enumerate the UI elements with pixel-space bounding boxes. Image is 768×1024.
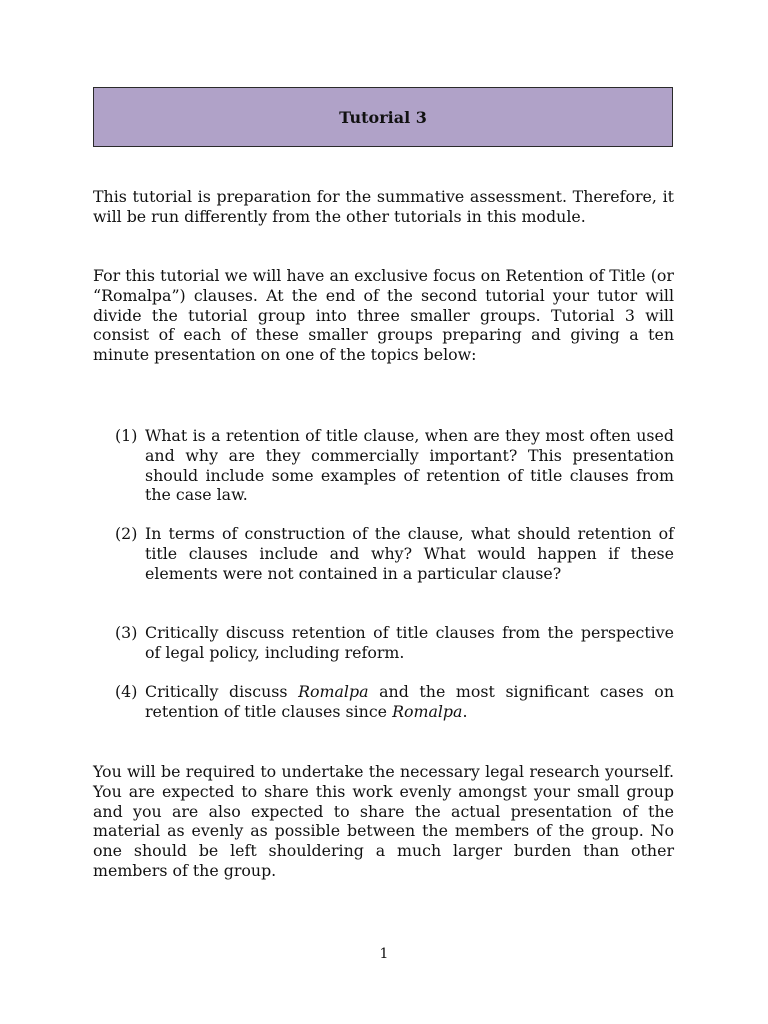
topic-text-after: . <box>462 701 468 721</box>
topic-text-before: Critically discuss <box>145 682 299 701</box>
topic-number: (2) <box>115 524 138 543</box>
topic-number: (3) <box>115 623 138 642</box>
topic-text: In terms of construction of the clause, what should retention of title clauses include and why? What would happen if these elements were not contained in a particular clause? <box>145 524 674 583</box>
focus-paragraph: For this tutorial we will have an exclusive focus on Retention of Title (or “Romalpa”) clauses. At the end of the second tutorial your tutor will divide the tutorial group into three smaller groups. Tutorial 3 will consist of each of these smaller groups preparing and giving a ten minute presentation on one of the topics below: <box>93 266 674 365</box>
topic-text: What is a retention of title clause, when are they most often used and why are they commercially important? This presentation should include some examples of retention of title clauses from the case law. <box>145 426 674 505</box>
topic-text <box>145 682 674 722</box>
case-name-italic: Romalpa <box>392 701 463 721</box>
topic-text: Critically discuss retention of title clauses from the perspective of legal policy, including reform. <box>145 623 674 662</box>
closing-paragraph: You will be required to undertake the necessary legal research yourself. You are expected to share this work evenly amongst your small group and you are also expected to share the actual presentation of the material as evenly as possible between the members of the group. No one should be left shouldering a much larger burden than other members of the group. <box>93 762 674 880</box>
title-banner <box>93 87 673 147</box>
topic-text-middle: and the most significant cases on retention of title clauses since <box>145 682 674 721</box>
page-title: Tutorial 3 <box>339 107 427 127</box>
case-name-italic: Romalpa <box>298 682 369 701</box>
topic-number: (4) <box>115 682 138 701</box>
topic-number: (1) <box>115 426 138 445</box>
page-number: 1 <box>379 946 389 962</box>
intro-paragraph: This tutorial is preparation for the summative assessment. Therefore, it will be run differently from the other tutorials in this module. <box>93 187 674 226</box>
